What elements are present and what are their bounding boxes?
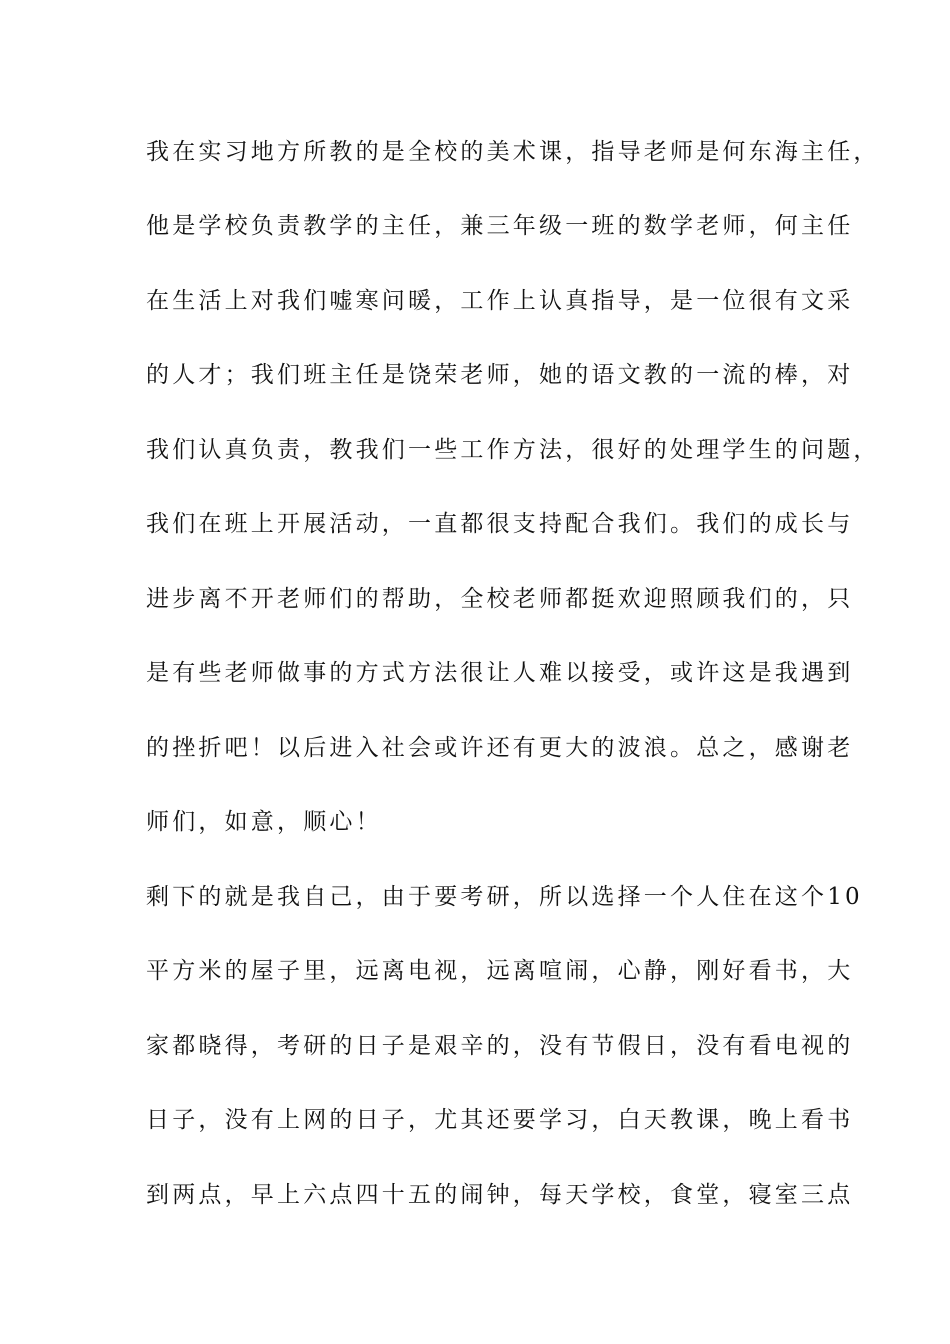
text-line: 到两点，早上六点四十五的闹钟，每天学校，食堂，寝室三点 <box>146 1182 854 1208</box>
text-line: 师们，如意，顺心！ <box>146 809 382 835</box>
text-line: 是有些老师做事的方式方法很让人难以接受，或许这是我遇到 <box>146 660 854 686</box>
text-line: 家都晓得，考研的日子是艰辛的，没有节假日，没有看电视的 <box>146 1033 854 1059</box>
text-line: 日子，没有上网的日子，尤其还要学习，白天教课，晚上看书 <box>146 1107 854 1133</box>
text-line: 的人才；我们班主任是饶荣老师，她的语文教的一流的棒，对 <box>146 362 854 388</box>
text-line: 他是学校负责教学的主任，兼三年级一班的数学老师，何主任 <box>146 213 854 239</box>
text-line: 的挫折吧！以后进入社会或许还有更大的波浪。总之，感谢老 <box>146 735 854 761</box>
text-line: 我们认真负责，教我们一些工作方法，很好的处理学生的问题， <box>146 437 880 463</box>
text-line: 剩下的就是我自己，由于要考研，所以选择一个人住在这个10 <box>146 884 863 910</box>
text-line: 平方米的屋子里，远离电视，远离喧闹，心静，刚好看书，大 <box>146 958 854 984</box>
text-line: 在生活上对我们嘘寒问暖，工作上认真指导，是一位很有文采 <box>146 288 854 314</box>
text-line: 我在实习地方所教的是全校的美术课，指导老师是何东海主任， <box>146 139 880 165</box>
text-line: 我们在班上开展活动，一直都很支持配合我们。我们的成长与 <box>146 511 854 537</box>
text-line: 进步离不开老师们的帮助，全校老师都挺欢迎照顾我们的，只 <box>146 586 854 612</box>
